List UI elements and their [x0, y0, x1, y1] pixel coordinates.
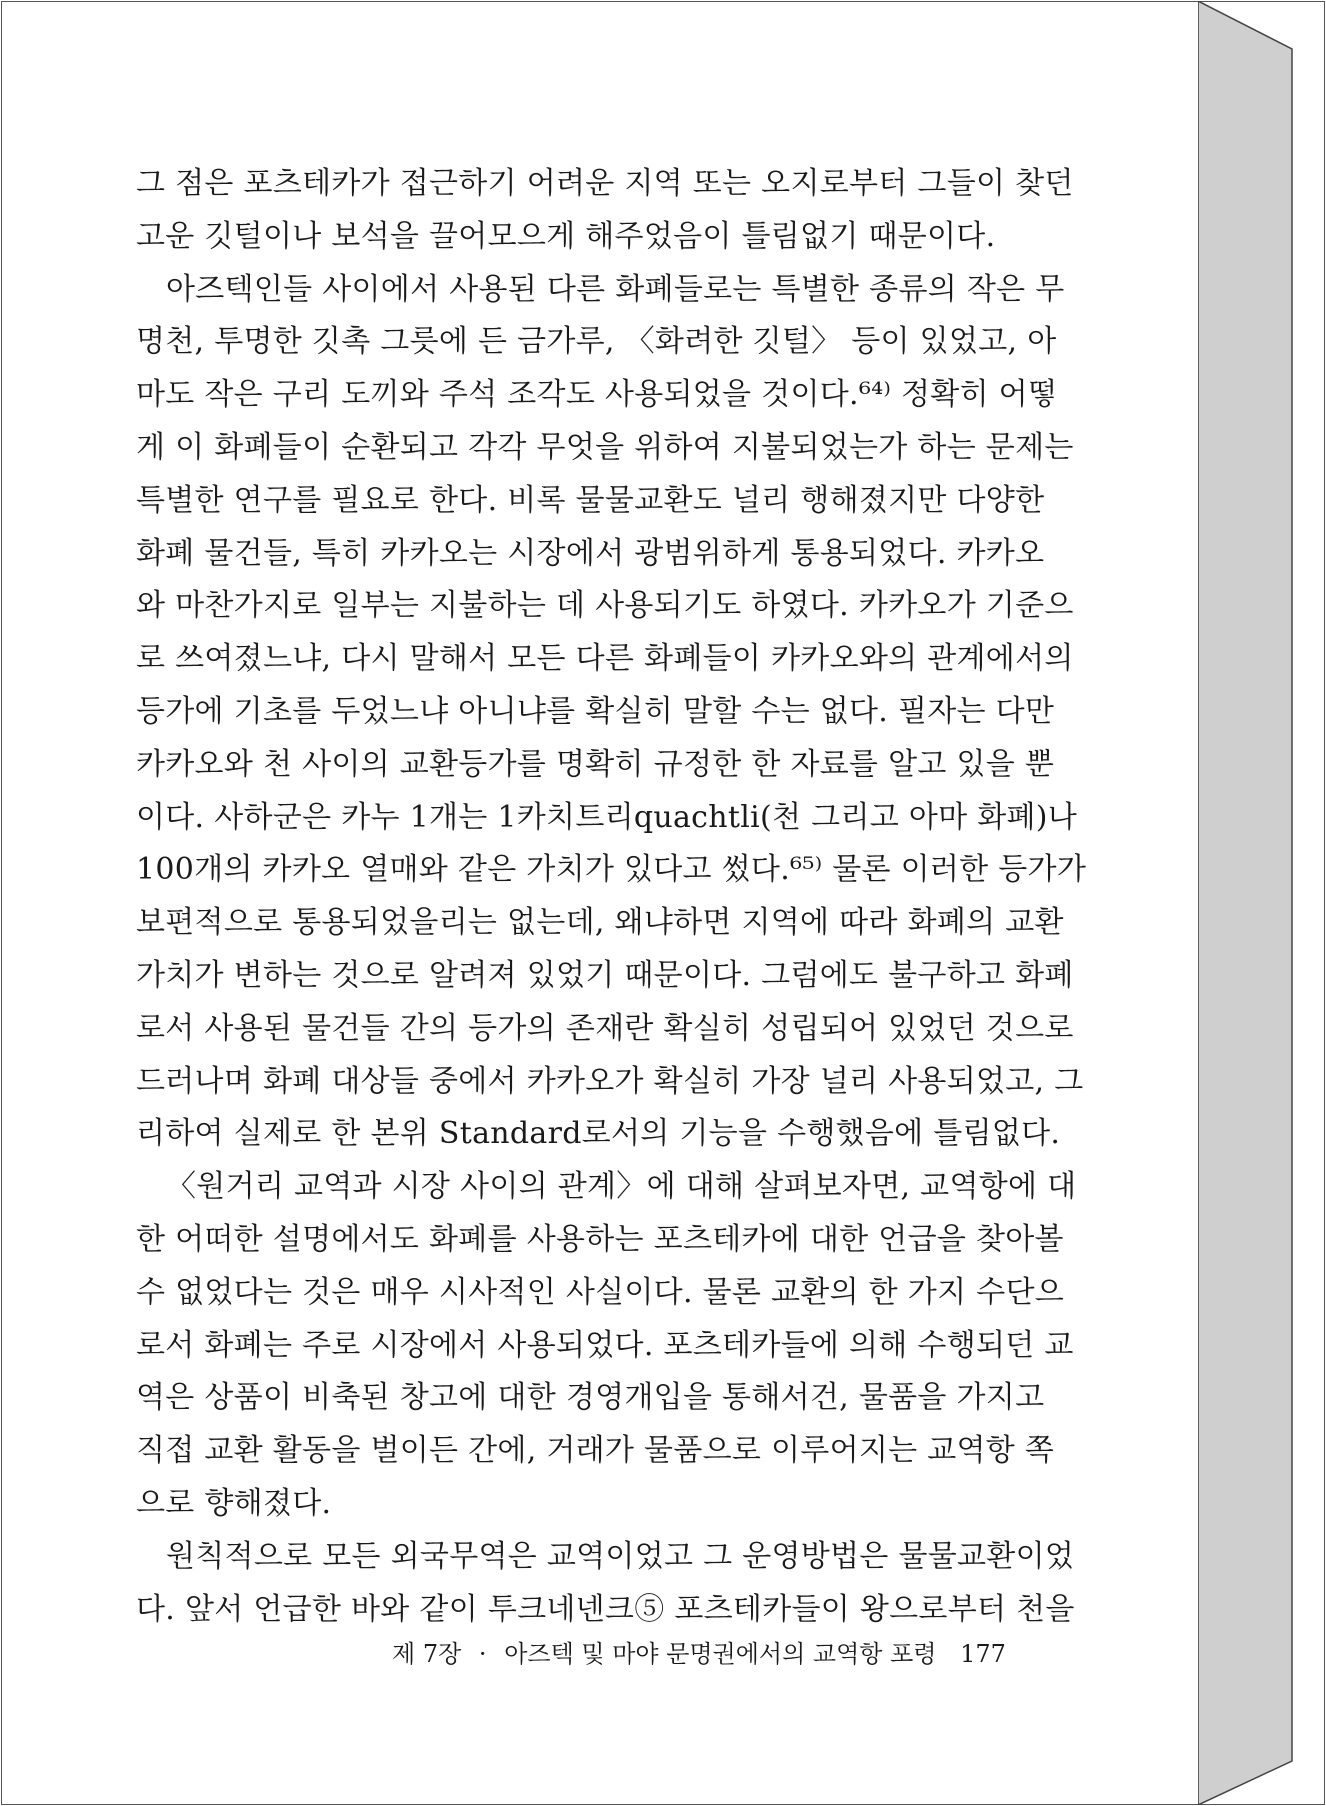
text-line: 특별한 연구를 필요로 한다. 비록 물물교환도 널리 행해졌지만 다양한 — [136, 482, 1045, 518]
text-line: 〈원거리 교역과 시장 사이의 관계〉에 대해 살펴보자면, 교역항에 대 — [166, 1169, 1077, 1205]
footer-chapter: 제 7장 — [392, 1640, 462, 1668]
text-line: 드러나며 화폐 대상들 중에서 카카오가 확실히 가장 널리 사용되었고, 그 — [136, 1063, 1084, 1099]
text-line: 다. 앞서 언급한 바와 같이 투크네넨크⑤ 포츠테카들이 왕으로부터 천을 — [136, 1591, 1075, 1627]
text-line: 카카오와 천 사이의 교환등가를 명확히 규정한 한 자료를 알고 있을 뿐 — [136, 746, 1055, 782]
text-line: 가치가 변하는 것으로 알려져 있었기 때문이다. 그럼에도 불구하고 화폐 — [136, 957, 1074, 993]
text-line: 역은 상품이 비축된 창고에 대한 경영개입을 통해서건, 물품을 가지고 — [136, 1380, 1045, 1416]
running-footer — [392, 1634, 1006, 1669]
text-line: 그 점은 포츠테카가 접근하기 어려운 지역 또는 오지로부터 그들이 찾던 — [136, 166, 1074, 201]
text-line: 으로 향해졌다. — [136, 1485, 332, 1521]
text-line: 원칙적으로 모든 외국무역은 교역이었고 그 운영방법은 물물교환이었 — [166, 1538, 1075, 1574]
page-number: 177 — [960, 1640, 1006, 1668]
book-edge — [1198, 1, 1326, 1805]
paragraph — [136, 1161, 1077, 1531]
text-line: 게 이 화폐들이 순환되고 각각 무엇을 위하여 지불되었는가 하는 문제는 — [136, 429, 1074, 465]
text-line: 화폐 물건들, 특히 카카오는 시장에서 광범위하게 통용되었다. 카카오 — [136, 535, 1045, 571]
text-line: 로 쓰여졌느냐, 다시 말해서 모든 다른 화폐들이 카카오와의 관계에서의 — [136, 641, 1074, 677]
text-line: 리하여 실제로 한 본위 Standard로서의 기능을 수행했음에 틀림없다. — [136, 1116, 1061, 1152]
text-line: 마도 작은 구리 도끼와 주석 조각도 사용되었을 것이다.⁶⁴⁾ 정확히 어떻 — [136, 377, 1058, 413]
text-line: 고운 깃털이나 보석을 끌어모으게 해주었음이 틀림없기 때문이다. — [136, 218, 996, 254]
text-line: 보편적으로 통용되었을리는 없는데, 왜냐하면 지역에 따라 화폐의 교환 — [136, 905, 1064, 941]
text-line: 이다. 사하군은 카누 1개는 1카치트리quachtli(천 그리고 아마 화폐)나 — [136, 799, 1078, 835]
footer-title: 아즈텍 및 마야 문명권에서의 교역항 포령 — [504, 1640, 937, 1668]
paragraph — [136, 1531, 1075, 1637]
text-line: 명천, 투명한 깃촉 그릇에 든 금가루, 〈화려한 깃털〉 등이 있었고, 아 — [136, 324, 1057, 360]
text-line: 수 없었다는 것은 매우 시사적인 사실이다. 물론 교환의 한 가지 수단으 — [136, 1274, 1065, 1310]
footer-separator: · — [478, 1640, 487, 1668]
text-line: 아즈텍인들 사이에서 사용된 다른 화폐들로는 특별한 종류의 작은 무 — [166, 271, 1065, 307]
text-line: 등가에 기초를 두었느냐 아니냐를 확실히 말할 수는 없다. 필자는 다만 — [136, 693, 1055, 729]
text-line: 직접 교환 활동을 벌이든 간에, 거래가 물품으로 이루어지는 교역항 쪽 — [136, 1433, 1055, 1469]
text-line: 와 마찬가지로 일부는 지불하는 데 사용되기도 하였다. 카카오가 기준으 — [136, 588, 1074, 624]
text-line: 100개의 카카오 열매와 같은 가치가 있다고 썼다.⁶⁵⁾ 물론 이러한 등가가 — [136, 852, 1087, 888]
text-line: 로서 사용된 물건들 간의 등가의 존재란 확실히 성립되어 있었던 것으로 — [136, 1010, 1074, 1046]
text-line: 로서 화폐는 주로 시장에서 사용되었다. 포츠테카들에 의해 수행되던 교 — [136, 1327, 1074, 1363]
paragraph — [136, 264, 1087, 1162]
book-edge-face — [1198, 1, 1292, 1805]
paragraph — [136, 158, 1074, 264]
body-text — [136, 158, 1087, 1636]
text-line: 한 어떠한 설명에서도 화폐를 사용하는 포츠테카에 대한 언급을 찾아볼 — [136, 1221, 1064, 1257]
